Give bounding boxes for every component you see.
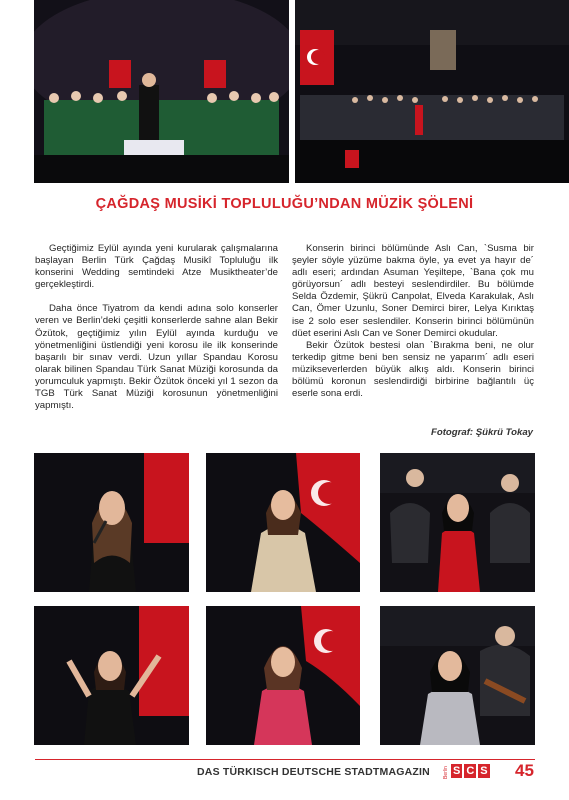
photo-soloist-5: [206, 606, 360, 745]
magazine-name: DAS TÜRKISCH DEUTSCHE STADTMAGAZIN: [197, 766, 430, 778]
logo-letter: S: [453, 765, 461, 777]
photo-choir-green: [34, 0, 289, 183]
logo-letter: C: [466, 765, 475, 777]
photo-soloist-6: [380, 606, 535, 745]
logo-letter: S: [480, 765, 488, 777]
paragraph: Daha önce Tiyatrom da kendi adına solo konserler veren ve Berlin’deki çeşitli konserlerde sahne alan Bekir Özütok, geçtiğimiz yılın Eylül ayında kurduğu ve yönetmenliğini üstlendiği yeni korosu ile ilk konserinde başarılı bir sınav verdi. Uzun yıllar Spandau Korosu olarak bilinen Spandau Türk Sanat Müziği korosunda da yorumculuk yapmıştı. Bekir Özütok önceki yıl 1 sezon da TGB Türk Sanat Müziği korosunun yönetmenliğini yapmıştı.: [35, 303, 278, 412]
logo-city: Berlin: [443, 766, 449, 779]
footer-divider: [35, 759, 535, 760]
photo-soloist-4: [34, 606, 189, 745]
photo-credit: Fotograf: Şükrü Tokay: [431, 427, 533, 438]
page-number: 45: [515, 761, 534, 780]
magazine-logo: [443, 763, 490, 779]
photo-soloist-1: [34, 453, 189, 592]
photo-soloist-2: [206, 453, 360, 592]
paragraph: Konserin birinci bölümünde Aslı Can, `Susma bir şeyler söyle yüzüme bakma öyle, ya evet ya hayır de´ adlı eseri; ardından Asuman Yeşiltepe, `Bana çok mu görüyorsun´ adlı besteyi seslendirdiler. Bu bölümde Selda Özdemir, Şükrü Canpolat, Elveda Karakulak, Aslı Can, Ömer Uzunlu, Soner Demirci birer, Lelya Kırıktaş ise 2 solo eser seslendiler. Konserin birinci bölümünün düet eserini Aslı Can ve Soner Demirci okudular.: [292, 243, 534, 339]
text-column-left: [35, 243, 278, 412]
paragraph: Bekir Özütok bestesi olan `Bırakma beni, ne olur terkedip gitme beni ben sensiz ne yaparım´ adlı eseri müzikseverlerden büyük alkış aldı. Konserin birinci bölümü koronun seslendirdiği birbirine bağlantılı üç eserle sona erdi.: [292, 339, 534, 400]
photo-stage-orchestra: [295, 0, 569, 183]
text-column-right: [292, 243, 534, 400]
paragraph: Geçtiğimiz Eylül ayında yeni kurularak çalışmalarına başlayan Berlin Türk Çağdaş Musikî Topluluğu ilk konserini Wedding semtindeki Atze Musiktheater’de gerçekleştirdi.: [35, 243, 278, 291]
photo-soloist-3: [380, 453, 535, 592]
article-title: ÇAĞDAŞ MUSİKİ TOPLULUĞU’NDAN MÜZİK ŞÖLENİ: [95, 196, 474, 212]
